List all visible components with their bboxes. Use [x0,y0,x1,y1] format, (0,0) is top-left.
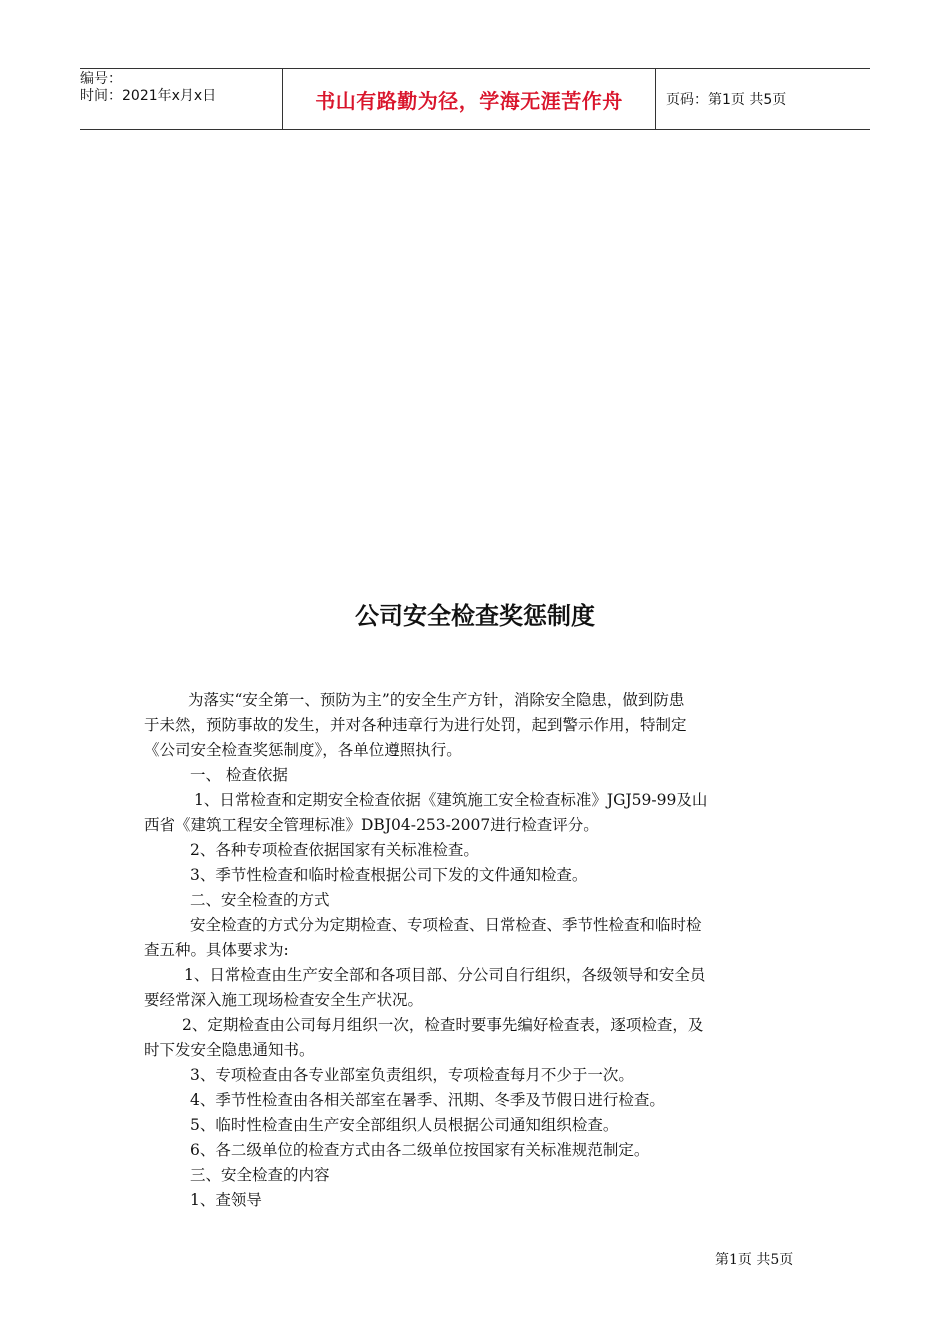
paragraph-line: 西省《建筑工程安全管理标准》DBJ04-253-2007进行检查评分。 [144,816,599,834]
paragraph-line: 5、临时性检查由生产安全部组织人员根据公司通知组织检查。 [190,1116,619,1134]
paragraph-line: 2、各种专项检查依据国家有关标准检查。 [190,841,479,859]
document-title: 公司安全检查奖惩制度 [355,602,595,630]
paragraph-line: 要经常深入施工现场检查安全生产状况。 [144,991,424,1009]
paragraph-line: 6、各二级单位的检查方式由各二级单位按国家有关标准规范制定。 [190,1141,650,1159]
paragraph-line: 查五种。具体要求为: [144,941,289,959]
paragraph-line: 于未然，预防事故的发生，并对各种违章行为进行处罚，起到警示作用，特制定 [144,716,687,734]
paragraph-line: 安全检查的方式分为定期检查、专项检查、日常检查、季节性检查和临时检 [190,916,702,934]
paragraph-line: 时下发安全隐患通知书。 [144,1041,315,1059]
header-page-indicator: 页码：第1页 共5页 [666,92,787,108]
paragraph-line: 《公司安全检查奖惩制度》，各单位遵照执行。 [144,741,462,759]
page-header [80,68,870,130]
paragraph-line: 1、查领导 [190,1191,262,1209]
page-footer: 第1页 共5页 [715,1252,794,1268]
paragraph-line: 1、日常检查由生产安全部和各项目部、分公司自行组织，各级领导和安全员 [184,966,706,984]
section-heading: 三、安全检查的内容 [190,1166,330,1184]
header-meta [80,69,282,129]
section-heading: 二、安全检查的方式 [190,891,330,909]
paragraph-line: 1、日常检查和定期安全检查依据《建筑施工安全检查标准》JGJ59-99及山 [194,791,708,809]
header-motto: 书山有路勤为径，学海无涯苦作舟 [282,69,656,129]
paragraph-line: 3、专项检查由各专业部室负责组织，专项检查每月不少于一次。 [190,1066,634,1084]
paragraph-line: 3、季节性检查和临时检查根据公司下发的文件通知检查。 [190,866,588,884]
paragraph-line: 4、季节性检查由各相关部室在暑季、汛期、冬季及节假日进行检查。 [190,1091,665,1109]
paragraph-line: 为落实“安全第一、预防为主”的安全生产方针，消除安全隐患，做到防患 [188,691,685,709]
paragraph-line: 2、定期检查由公司每月组织一次，检查时要事先编好检查表，逐项检查，及 [182,1016,704,1034]
document-date-label: 时间：2021年x月x日 [80,88,217,104]
section-heading: 一、 检查依据 [190,766,288,784]
document-number-label: 编号： [80,71,122,87]
